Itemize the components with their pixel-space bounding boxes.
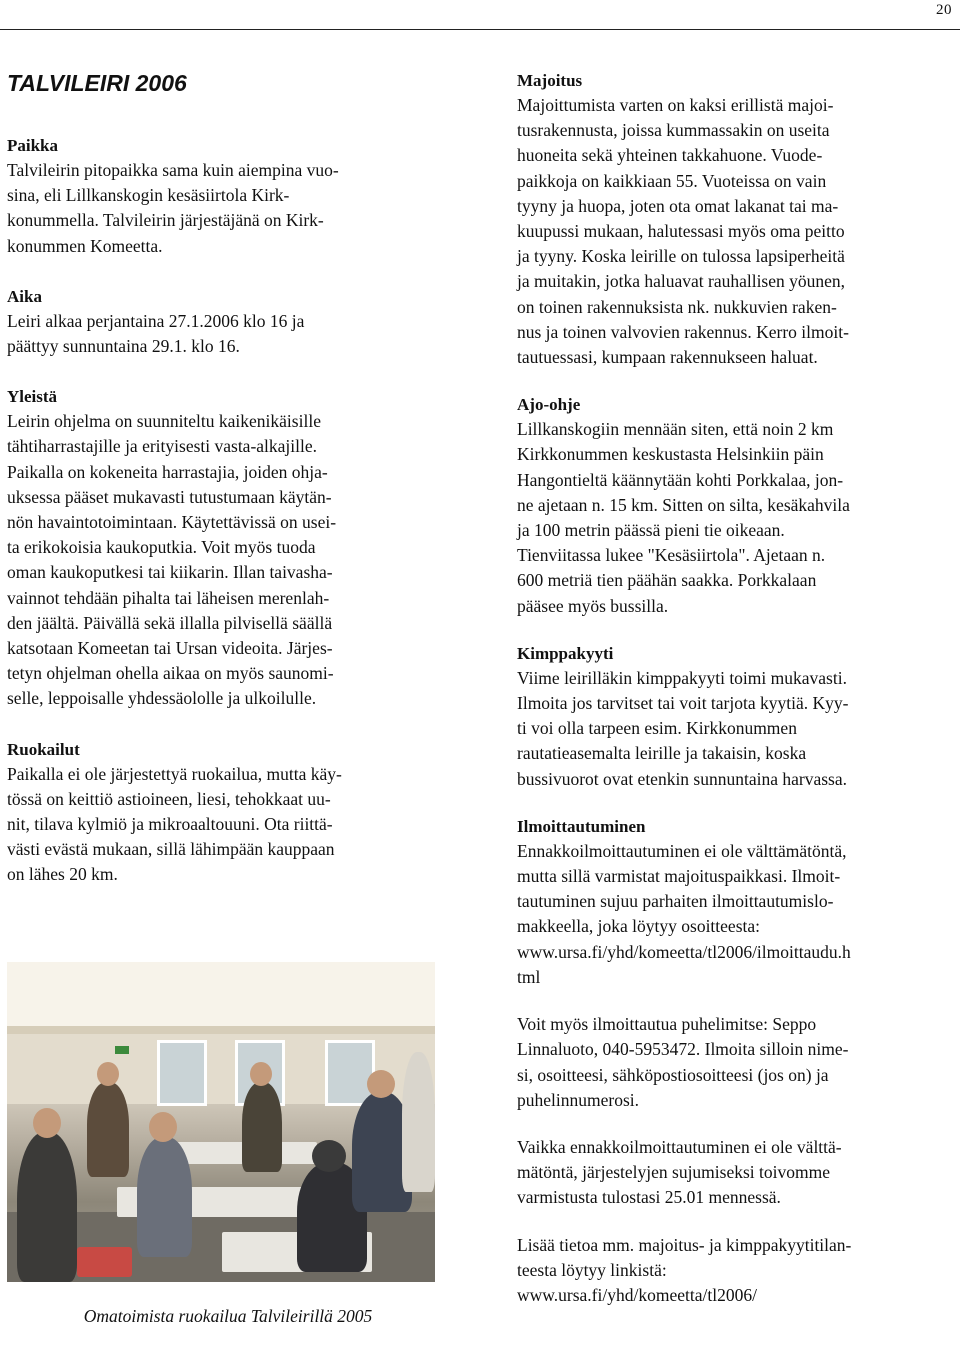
- photo-person: [242, 1082, 282, 1172]
- text-line: Linnaluoto, 040-5953472. Ilmoita silloin nime-: [517, 1039, 849, 1060]
- text-line: tetyn ohjelman ohella aikaa on myös saunomi-: [7, 663, 334, 684]
- section-body: [7, 158, 449, 259]
- header-rule: [0, 29, 960, 30]
- section-heading: Ajo-ohje: [517, 395, 581, 415]
- photo-person: [87, 1082, 129, 1177]
- text-line: vainnot tehdään pihalta tai läheisen merenlah-: [7, 587, 330, 608]
- page-number: 20: [936, 2, 952, 18]
- text-line: Majoittumista varten on kaksi erillistä majoi-: [517, 95, 834, 115]
- section-heading: Kimppakyyti: [517, 643, 614, 663]
- text-line: si, osoitteesi, sähköpostiosoitteesi (jos on) ja: [517, 1064, 829, 1085]
- text-line: Voit myös ilmoittautua puhelimitse: Seppo: [517, 1014, 817, 1035]
- text-line: makkeella, joka löytyy osoitteesta:: [517, 916, 760, 937]
- text-line: Lillkanskogiin mennään siten, että noin 2 km: [517, 419, 834, 440]
- section: [7, 737, 449, 888]
- text-line: uksessa pääset mukavasti tutustumaan käytän-: [7, 486, 332, 507]
- text-line: ja 100 metrin päässä pieni tie oikeaan.: [517, 520, 785, 541]
- text-line: ne ajetaan n. 15 km. Sitten on silta, kesäkahvila: [517, 494, 850, 515]
- camp-dining-photo: [7, 962, 435, 1282]
- text-line: varmistusta tulostasi 25.01 mennessä.: [517, 1187, 781, 1208]
- section-heading: Yleistä: [7, 387, 58, 407]
- text-line: mutta sillä varmistat majoituspaikkasi. Ilmoit-: [517, 866, 841, 887]
- section-heading: Ruokailut: [7, 739, 80, 759]
- text-line: mätöntä, järjestelyjen sujumiseksi toivomme: [517, 1162, 831, 1183]
- text-line: ja muitakin, jotka haluavat rauhallisen yöunen,: [517, 271, 846, 292]
- photo-person-head: [33, 1108, 61, 1138]
- text-line: tusrakennusta, joissa kummassakin on useita: [517, 120, 830, 141]
- left-sections: [7, 133, 449, 888]
- text-line: tähtiharrastajille ja erityisesti vasta-alkajille.: [7, 436, 318, 457]
- text-line: pääsee myös bussilla.: [517, 595, 669, 616]
- section-body: [7, 409, 449, 711]
- text-line: Viime leirilläkin kimppakyyti toimi mukavasti.: [517, 667, 847, 688]
- section: [7, 133, 449, 259]
- photo-person: [137, 1137, 192, 1257]
- section: [517, 1012, 960, 1113]
- text-line: Kirkkonummen keskustasta Helsinkiin päin: [517, 444, 824, 465]
- section: [517, 1233, 960, 1309]
- photo-ceiling: [7, 962, 435, 1032]
- text-line: bussivuorot ovat etenkin sunnuntaina harvassa.: [517, 768, 848, 789]
- text-line: teesta löytyy linkistä:: [517, 1259, 667, 1280]
- photo-person-head: [367, 1070, 395, 1098]
- text-line: Leirin ohjelma on suunniteltu kaikenikäisille: [7, 411, 321, 432]
- text-line: Vaikka ennakkoilmoittautuminen ei ole välttä-: [517, 1136, 842, 1157]
- text-line: konummella. Talvileirin järjestäjänä on Kirk-: [7, 210, 324, 231]
- photo-person: [17, 1132, 77, 1282]
- text-line: huoneita sekä yhteinen takkahuone. Vuode-: [517, 145, 823, 166]
- text-line: tautuessasi, kumpaan rakennukseen haluat.: [517, 347, 818, 368]
- text-line: tyyny ja huopa, joten ota omat lakanat tai ma-: [517, 195, 839, 216]
- article-title: TALVILEIRI 2006: [7, 70, 187, 96]
- text-line: päättyy sunnuntaina 29.1. klo 16.: [7, 336, 240, 357]
- text-line: Paikalla ei ole järjestettyä ruokailua, mutta käy-: [7, 763, 342, 784]
- text-line: Hangontieltä käännytään kohti Porkkalaa, jon-: [517, 469, 844, 490]
- photo-caption: Omatoimista ruokailua Talvileirillä 2005: [83, 1306, 373, 1326]
- text-line: ti voi olla tarpeen esim. Kirkkonummen: [517, 718, 797, 739]
- text-line: tössä on keittiö astioineen, liesi, tehokkaat uu-: [7, 788, 331, 809]
- right-sections: [517, 68, 960, 1308]
- photo-person-head: [250, 1062, 272, 1086]
- text-line: ja tyyny. Koska leirille on tulossa lapsiperheitä: [517, 246, 845, 267]
- text-line: nus ja toinen valvovien rakennus. Kerro ilmoit-: [517, 321, 849, 342]
- photo-magazine: [77, 1247, 132, 1277]
- section-heading: Paikka: [7, 136, 59, 155]
- text-line: Talvileirin pitopaikka sama kuin aiempina vuo-: [7, 160, 339, 180]
- text-line: konummen Komeetta.: [7, 235, 163, 256]
- section-body: [517, 1012, 960, 1113]
- text-line: nön havaintotoimintaan. Käytettävissä on usei-: [7, 512, 337, 533]
- text-line: Paikalla on kokeneita harrastajia, joiden ohja-: [7, 461, 328, 482]
- section: [517, 641, 960, 792]
- section: [7, 384, 449, 711]
- section-heading: Majoitus: [517, 71, 583, 90]
- photo-beam: [7, 1026, 435, 1034]
- photo-person-head: [149, 1112, 177, 1142]
- section-body: [517, 93, 960, 370]
- text-line: www.ursa.fi/yhd/komeetta/tl2006/: [517, 1284, 757, 1305]
- text-line: Tienviitassa lukee "Kesäsiirtola". Ajetaan n.: [517, 545, 826, 566]
- text-line: nit, tilava kylmiö ja mikroaaltouuni. Ota riittä-: [7, 814, 333, 835]
- photo-person-head: [97, 1062, 119, 1086]
- section: [517, 68, 960, 370]
- text-line: tautuminen sujuu parhaiten ilmoittautumislo-: [517, 891, 834, 912]
- text-line: katsotaan Komeetan tai Ursan videoita. Järjes-: [7, 638, 333, 659]
- section-body: [517, 1233, 960, 1309]
- text-line: tml: [517, 966, 541, 987]
- text-line: den jäältä. Päivällä sekä illalla pilvisellä säällä: [7, 612, 333, 633]
- text-line: on lähes 20 km.: [7, 864, 118, 885]
- section-body: [7, 309, 449, 359]
- text-line: sina, eli Lillkanskogin kesäsiirtola Kirk-: [7, 185, 290, 206]
- text-line: on toinen rakennuksista nk. nukkuvien raken-: [517, 296, 837, 317]
- section-body: [7, 762, 449, 888]
- left-column: [7, 68, 449, 913]
- text-line: puhelinnumerosi.: [517, 1089, 639, 1110]
- section-body: [517, 1135, 960, 1211]
- text-line: Leiri alkaa perjantaina 27.1.2006 klo 16 ja: [7, 310, 305, 331]
- photo-window: [157, 1040, 207, 1106]
- text-line: Ilmoita jos tarvitset tai voit tarjota kyytiä. Kyy-: [517, 693, 849, 714]
- section: [7, 284, 449, 359]
- text-line: paikkoja on kaikkiaan 55. Vuoteissa on vain: [517, 170, 827, 191]
- section-heading: Ilmoittautuminen: [517, 816, 646, 836]
- section-body: [517, 839, 960, 990]
- photo-person: [402, 1052, 435, 1192]
- section-heading: Aika: [7, 286, 42, 306]
- text-line: oman kaukoputkesi tai kiikarin. Illan taivasha-: [7, 562, 333, 583]
- text-line: www.ursa.fi/yhd/komeetta/tl2006/ilmoittaudu.h: [517, 941, 851, 962]
- right-column: [517, 68, 960, 1330]
- text-line: selle, leppoisalle yhdessäololle ja ulkoilulle.: [7, 688, 317, 709]
- section-body: [517, 666, 960, 792]
- section-body: [517, 417, 960, 619]
- text-line: västi evästä mukaan, sillä lähimpään kauppaan: [7, 839, 335, 860]
- section: [517, 392, 960, 619]
- text-line: kuupussi mukaan, halutessasi myös oma peitto: [517, 221, 845, 242]
- text-line: ta erikokoisia kaukoputkia. Voit myös tuoda: [7, 537, 316, 558]
- text-line: rautatieasemalta leirille ja takaisin, koska: [517, 743, 807, 764]
- section: [517, 1135, 960, 1211]
- text-line: 600 metriä tien päähän saakka. Porkkalaan: [517, 570, 817, 591]
- photo-exit-sign: [115, 1046, 129, 1054]
- text-line: Ennakkoilmoittautuminen ei ole välttämätöntä,: [517, 840, 847, 861]
- photo-person-head: [312, 1140, 346, 1172]
- text-line: Lisää tietoa mm. majoitus- ja kimppakyytitilan-: [517, 1234, 852, 1255]
- section: [517, 814, 960, 990]
